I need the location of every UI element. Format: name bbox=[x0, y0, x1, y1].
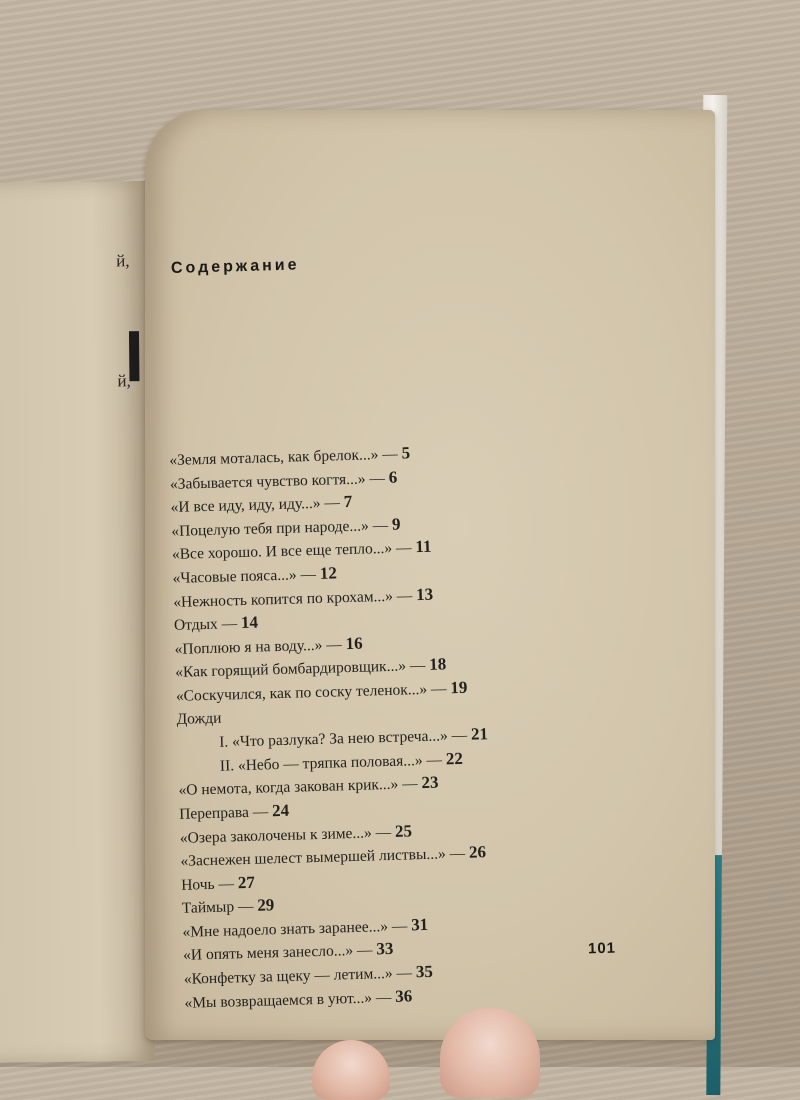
toc-entry-title: «Забывается чувство когтя...» — bbox=[169, 469, 386, 493]
contents-page bbox=[145, 110, 715, 1040]
toc-entry-title: «И все иду, иду, иду...» — bbox=[170, 494, 341, 517]
toc-entry-title: «Поцелую тебя при народе...» — bbox=[171, 516, 389, 540]
toc-entry-title: II. «Небо — тряпка половая...» — bbox=[219, 751, 443, 775]
toc-entry-page: 26 bbox=[468, 842, 487, 862]
toc-entry-title: Ночь — bbox=[180, 875, 235, 894]
toc-entry-page: 27 bbox=[237, 872, 256, 892]
toc-entry-title: Переправа — bbox=[178, 803, 269, 823]
toc-entry-title: «Как горящий бомбардировщик...» — bbox=[175, 657, 426, 682]
left-page bbox=[0, 181, 155, 1063]
toc-entry-title: «Поплюю я на воду...» — bbox=[174, 636, 342, 658]
toc-entry-page: 25 bbox=[394, 820, 413, 841]
toc-entry-page: 29 bbox=[257, 895, 275, 915]
toc-entry-page: 16 bbox=[345, 633, 363, 653]
toc-entry-page: 31 bbox=[410, 914, 429, 935]
toc-entry-title: «Земля моталась, как брелок...» — bbox=[169, 445, 398, 469]
page-heading: Содержание bbox=[170, 256, 300, 277]
toc-entry-title: I. «Что разлука? За нею встреча...» — bbox=[219, 726, 468, 751]
toc-entry-page: 24 bbox=[271, 800, 290, 821]
toc-entry-title: Дожди bbox=[176, 709, 222, 728]
toc-entry-page: 14 bbox=[240, 612, 259, 633]
left-fragment-1: й, bbox=[116, 251, 130, 271]
toc-entry-page: 33 bbox=[376, 939, 394, 959]
toc-entry-title: «Заснежен шелест вымершей листвы...» — bbox=[180, 844, 466, 870]
toc-entry-title: «Все хорошо. И все еще тепло...» — bbox=[171, 539, 412, 564]
toc-entry-title: «Мне надоело знать заранее...» — bbox=[182, 917, 408, 941]
toc-entry-page: 19 bbox=[450, 677, 468, 698]
toc-entry-title: «Часовые пояса...» — bbox=[172, 565, 317, 587]
toc-entry-title: «Соскучился, как по соску теленок...» — bbox=[175, 680, 447, 705]
toc-entry-page: 18 bbox=[428, 654, 447, 675]
toc-entry-page: 23 bbox=[421, 772, 439, 793]
thumb-finger-right bbox=[440, 1008, 540, 1098]
toc-entry-title: Отдых — bbox=[173, 615, 238, 635]
left-fragment-2: й, bbox=[117, 371, 131, 391]
toc-entry-page: 5 bbox=[401, 443, 411, 463]
page-number: 101 bbox=[587, 939, 617, 958]
table-of-contents bbox=[169, 433, 705, 1014]
toc-entry-page: 35 bbox=[415, 961, 434, 982]
thumb-finger-left bbox=[312, 1040, 390, 1100]
toc-entry-page: 9 bbox=[391, 514, 401, 534]
toc-entry-page: 6 bbox=[388, 467, 398, 487]
toc-entry-title: «Конфетку за щеку — летим...» — bbox=[183, 964, 413, 988]
toc-entry-title: «И опять меня занесло...» — bbox=[182, 941, 373, 965]
toc-entry-page: 36 bbox=[394, 986, 413, 1006]
toc-entry-page: 12 bbox=[319, 563, 338, 583]
toc-entry-page: 22 bbox=[445, 748, 464, 769]
toc-entry-title: Таймыр — bbox=[181, 898, 254, 918]
toc-entry-page: 21 bbox=[470, 724, 489, 744]
toc-entry-title: «Мы возвращаемся в уют...» — bbox=[184, 988, 392, 1012]
toc-entry-page: 7 bbox=[343, 492, 353, 512]
toc-entry-page: 11 bbox=[415, 537, 432, 557]
toc-entry-title: «О немота, когда закован крик...» — bbox=[178, 775, 418, 800]
toc-entry-title: «Нежность копится по крохам...» — bbox=[173, 586, 413, 611]
toc-entry-title: «Озера заколочены к зиме...» — bbox=[179, 823, 392, 847]
toc-entry-page: 13 bbox=[415, 584, 434, 604]
